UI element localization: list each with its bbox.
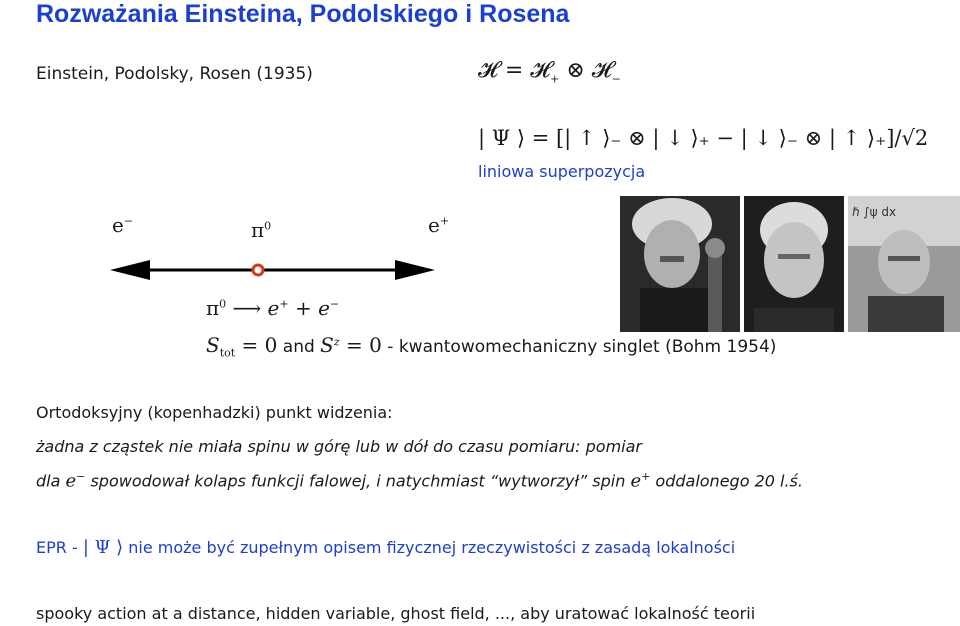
podolsky-portrait [744,196,844,332]
decay-diagram [110,255,440,287]
label-e-minus: e− [112,213,134,237]
decay-equation: $\pi^0$ ⟶ e+ + e− [206,296,340,320]
photo-rosen [848,196,960,332]
photo-einstein [620,196,740,332]
right-arrowhead [395,260,435,280]
einstein-portrait [620,196,740,332]
hilbert-equation: 𝓗 = 𝓗$_+$ ⊗ 𝓗$_-$ [478,58,621,86]
hilbert-h: 𝓗 [478,58,498,83]
label-pi-zero: $\pi^0$ [251,218,272,242]
superposition-label: liniowa superpozycja [478,162,646,181]
authors-line: Einstein, Podolsky, Rosen (1935) [36,64,313,84]
pion-dot [253,265,263,275]
svg-text:ℏ ∫ψ dx: ℏ ∫ψ dx [852,205,897,219]
photo-podolsky [744,196,844,332]
orthodox-line1: żadna z cząstek nie miała spinu w górę lub w dół do czasu pomiaru: pomiar [36,437,642,456]
orthodox-line2: dla e− spowodował kolaps funkcji falowej, i natychmiast “wytworzył” spin e+ oddalonego 20 l.ś. [36,470,803,492]
spooky-line: spooky action at a distance, hidden variable, ghost field, ..., aby uratować lokalność teorii [36,604,756,623]
epr-line: EPR - | Ψ ⟩ nie może być zupełnym opisem fizycznej rzeczywistości z zasadą lokalności [36,537,736,558]
label-e-plus: e+ [428,213,450,237]
psi-equation: | Ψ ⟩ = [| ↑ ⟩₋ ⊗ | ↓ ⟩₊ − | ↓ ⟩₋ ⊗ | ↑ ⟩₊]/√2 [478,126,929,150]
left-arrowhead [110,260,150,280]
orthodox-heading: Ortodoksyjny (kopenhadzki) punkt widzenia: [36,403,393,422]
rosen-portrait [848,196,960,332]
singlet-line: $S_{tot} = 0$ and $S^z = 0$ - kwantowomechaniczny singlet (Bohm 1954) [206,333,777,360]
page-title: Rozważania Einsteina, Podolskiego i Rosena [36,0,570,28]
